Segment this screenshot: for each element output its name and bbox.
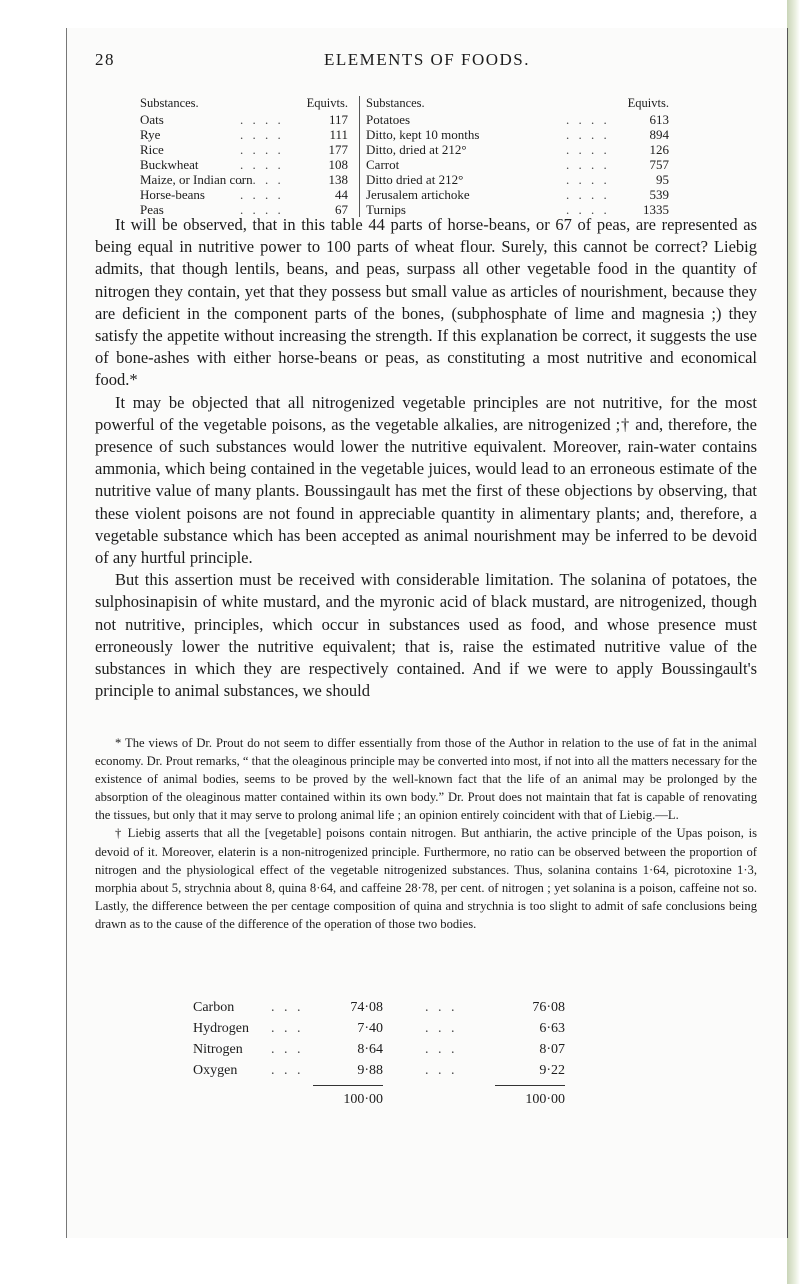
composition-total-row [193,1085,603,1107]
table-row [140,142,348,157]
page-number: 28 [95,50,115,69]
col-substances: Substances. [140,96,199,110]
composition-row [193,1060,603,1081]
table-row [366,157,669,172]
leader-dots: . . . . [240,142,284,157]
leader-dots: . . . . [566,112,610,127]
table-row [366,142,669,157]
leader-dots: . . . [425,1063,458,1078]
footnote: † Liebig asserts that all the [vegetable] poisons contain nitrogen. But anthiarin, the active principle of the Upas poison, is devoid of it. Moreover, elaterin is a non-nitrogenized principle. Furthermore, no ratio can be observed between the proportion of nitrogen and the physiological effect of the vegetable nitrogenized substances. Thus, solanina contains 1·64, picrotoxine 1·3, morphia about 5, strychnia about 8, quina 8·64, and caffeine 28·78, per cent. of nitrogen ; yet solanina is a poison, caffeine not so. Lastly, the difference between the per centage composition of quina and strychnia is too slight to admit of safe conclusions being drawn as to the cause of the difference of the operation of those two bodies. [95,826,757,931]
col-equivalents: Equivts. [627,96,669,110]
table-header [366,96,669,112]
equivalent-value: 117 [328,112,348,127]
equivalents-table-left [140,96,348,217]
equivalent-value: 539 [649,187,669,202]
substance-name: Maize, or Indian corn [140,172,253,187]
equivalent-value: 108 [328,157,348,172]
running-head: ELEMENTS OF FOODS. [324,50,530,69]
substance-name: Rye [140,127,161,142]
table-row [140,157,348,172]
equivalent-value: 126 [649,142,669,157]
leader-dots: . . . . [566,127,610,142]
table-row [140,172,348,187]
composition-table [193,997,603,1107]
paragraph: But this assertion must be received with considerable limitation. The solanina of potatoes, the sulphosinapisin of white mustard, and the myronic acid of black mustard, are nitrogenized, though not nutritive, principles, which occur in substances used as food, and whose presence must erroneously lower the nutritive equivalent; that is, raise the estimated nutritive value of the substances in which they are respectively contained. And if we were to apply Boussingault's principle to animal substances, we should [95,570,757,701]
equivalents-table-right [359,96,669,217]
equivalent-value: 894 [649,127,669,142]
leader-dots: . . . [425,1021,458,1036]
leader-dots: . . . [425,1000,458,1015]
value-b: 6·63 [539,1021,565,1036]
table-row [366,187,669,202]
composition-row [193,1018,603,1039]
value-a: 9·88 [357,1063,383,1078]
leader-dots: . . . . [240,172,284,187]
substance-name: Oats [140,112,164,127]
substance-name: Potatoes [366,112,411,127]
footnote: * The views of Dr. Prout do not seem to differ essentially from those of the Author in relation to the use of fat in the animal economy. Dr. Prout remarks, “ that the oleaginous principle may be converted into most, if not into all the matters necessary for the existence of animal bodies, seems to be proved by the well-known fact that the life of an animal may be prolonged by the absorption of the oleaginous matter contained within its own body.” Dr. Prout does not maintain that fat is capable of renovating the tissues, but only that it may serve to prolong animal life ; an opinion entirely coincident with that of Liebig.—L. [95,736,757,823]
leader-dots: . . . . [240,112,284,127]
composition-row [193,997,603,1018]
substance-name: Turnips [366,202,406,217]
substance-name: Rice [140,142,164,157]
value-b: 9·22 [539,1063,565,1078]
page-edge-shadow [787,0,800,1284]
total-a: 100·00 [313,1085,383,1110]
book-page [66,28,788,1238]
substance-name: Jerusalem artichoke [366,187,470,202]
value-a: 8·64 [357,1042,383,1057]
table-header [140,96,348,112]
leader-dots: . . . [271,1000,304,1015]
leader-dots: . . . . [566,142,610,157]
composition-row [193,1039,603,1060]
equivalent-value: 757 [649,157,669,172]
leader-dots: . . . [271,1063,304,1078]
value-a: 7·40 [357,1021,383,1036]
substance-name: Carrot [366,157,400,172]
footnotes [95,734,757,933]
table-row [140,127,348,142]
equivalent-value: 177 [328,142,348,157]
element-name: Nitrogen [193,1042,243,1057]
substance-name: Buckwheat [140,157,199,172]
substance-name: Ditto, kept 10 months [366,127,480,142]
leader-dots: . . . [271,1021,304,1036]
leader-dots: . . . . [566,157,610,172]
leader-dots: . . . . [566,202,610,217]
value-b: 8·07 [539,1042,565,1057]
element-name: Hydrogen [193,1021,249,1036]
table-row [140,112,348,127]
leader-dots: . . . . [240,202,284,217]
value-b: 76·08 [532,1000,565,1015]
leader-dots: . . . . [240,127,284,142]
paragraph: It may be objected that all nitrogenized vegetable principles are not nutritive, for the most powerful of the vegetable poisons, as the vegetable alkalies, are nitrogenized ;† and, therefore, the presence of such substances would lower the nutritive equivalent. Moreover, rain-water contains ammonia, which being contained in the vegetable juices, would lead to an erroneous estimate of the nutritive value of many plants. Boussingault has met the first of these objections by observing, that these violent poisons are not found in appreciable quantity in alimentary plants; and, therefore, a vegetable substance which has been accepted as animal nourishment may be inferred to be devoid of any hurtful principle. [95,392,757,568]
equivalent-value: 138 [328,172,348,187]
col-equivalents: Equivts. [306,96,348,110]
table-row [366,172,669,187]
body-text [95,214,757,702]
leader-dots: . . . . [566,172,610,187]
substance-name: Peas [140,202,164,217]
page-header [67,50,787,80]
leader-dots: . . . [271,1042,304,1057]
leader-dots: . . . . [240,187,284,202]
leader-dots: . . . . [566,187,610,202]
element-name: Carbon [193,1000,235,1015]
leader-dots: . . . [425,1042,458,1057]
leader-dots: . . . . [240,157,284,172]
equivalent-value: 111 [329,127,348,142]
value-a: 74·08 [350,1000,383,1015]
table-row [366,127,669,142]
substance-name: Ditto, dried at 212° [366,142,467,157]
substance-name: Ditto dried at 212° [366,172,464,187]
table-row [366,112,669,127]
element-name: Oxygen [193,1063,238,1078]
equivalent-value: 613 [649,112,669,127]
table-row [140,187,348,202]
paragraph: It will be observed, that in this table 44 parts of horse-beans, or 67 of peas, are represented as being equal in nutritive power to 100 parts of wheat flour. Surely, this cannot be correct? Liebig admits, that though lentils, beans, and peas, surpass all other vegetable food in the quantity of nitrogen they contain, yet that they possess but small value as articles of nourishment, because they are deficient in the component parts of the bones, (subphosphate of lime and magnesia ;) they satisfy the appetite without increasing the strength. If this explanation be correct, it suggests the use of bone-ashes with either horse-beans or peas, as constituting a most nutritive and economical food.* [95,215,757,390]
equivalent-value: 67 [335,202,348,217]
total-b: 100·00 [495,1085,565,1110]
equivalent-value: 1335 [643,202,669,217]
substance-name: Horse-beans [140,187,205,202]
col-substances: Substances. [366,96,425,110]
equivalent-value: 95 [656,172,669,187]
equivalent-value: 44 [335,187,348,202]
